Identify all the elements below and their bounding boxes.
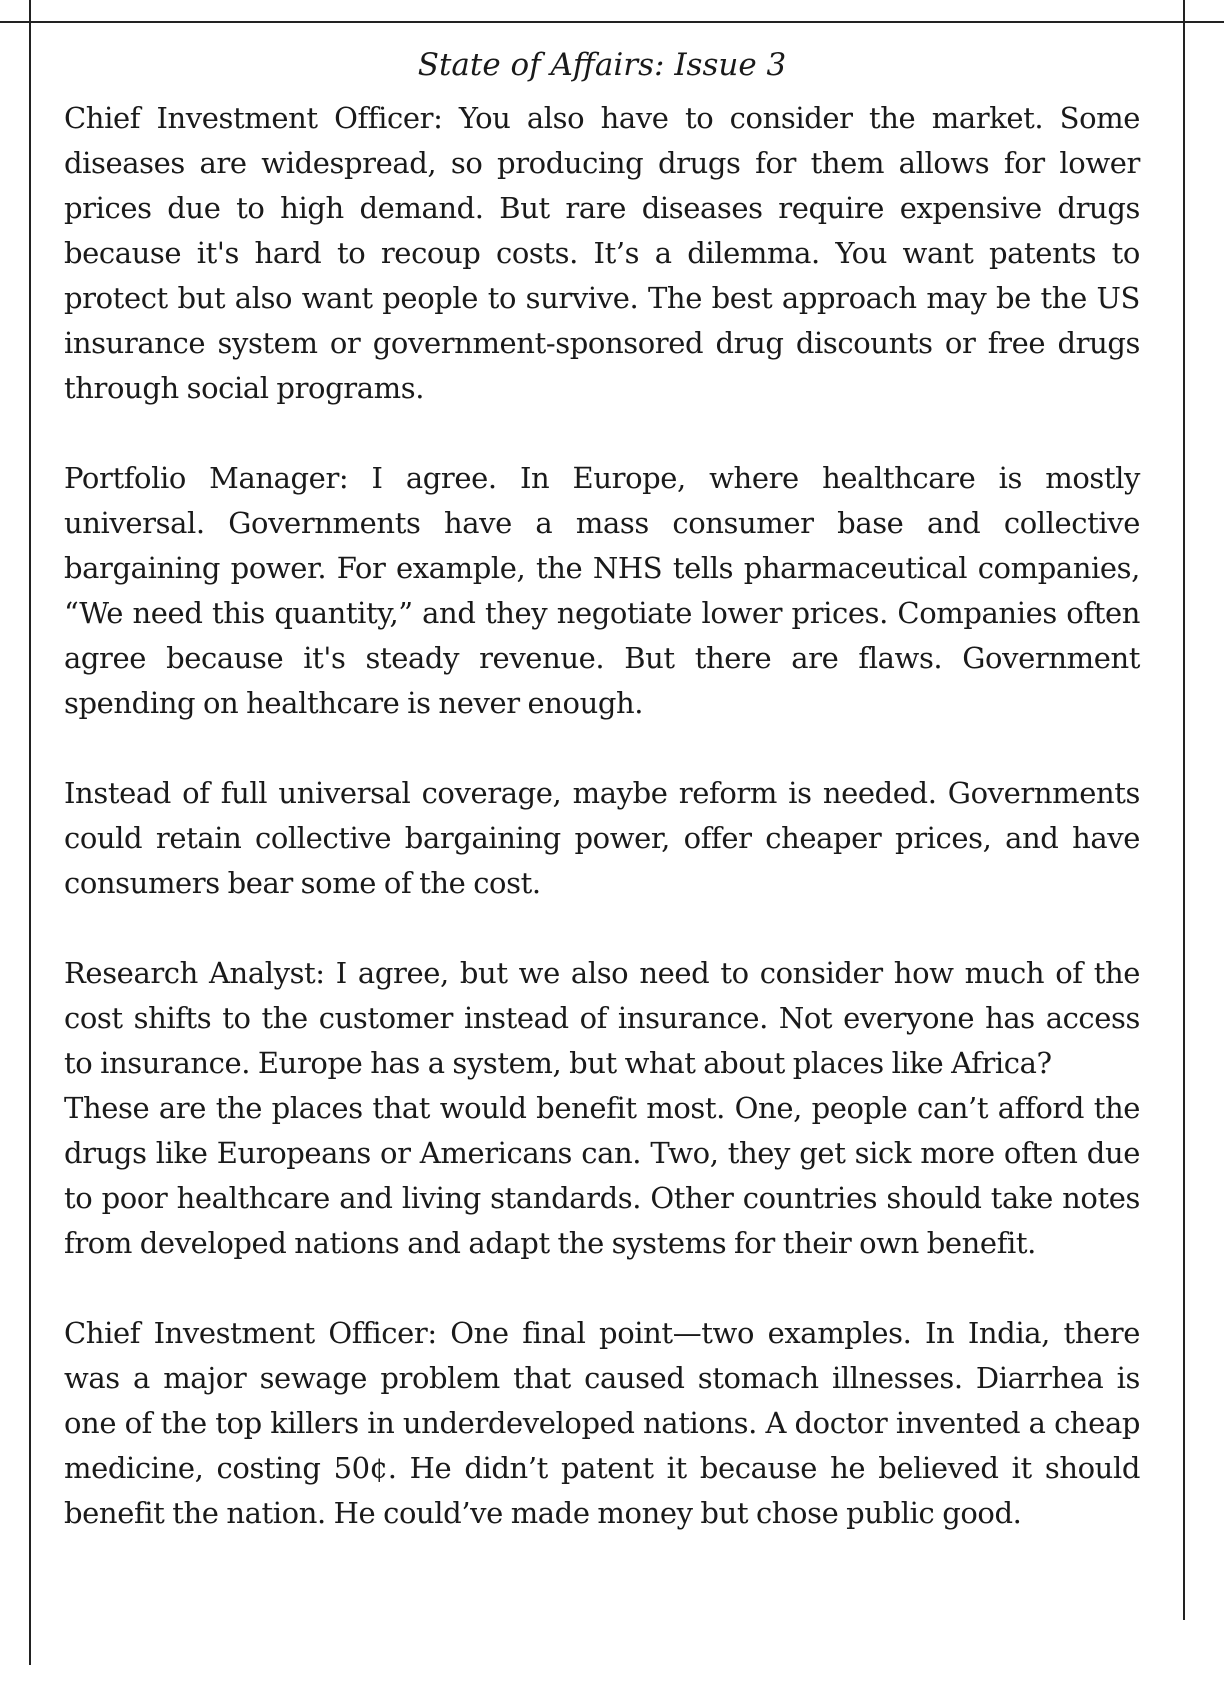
left-border-rule [29, 0, 31, 1665]
paragraph-continuation: These are the places that would benefit most. One, people can’t afford the drugs like Europeans or Americans can. Two, they get sick more often due to poor healthcare and living standards. Other countries should take notes from developed nations and adapt the systems for their own benefit. [64, 1091, 1140, 1260]
paragraph-text: I agree. In Europe, where healthcare is mostly universal. Governments have a mass consumer base and collective bargaining power. For example, the NHS tells pharmaceutical companies, “We need this quantity,” and they negotiate lower prices. Companies often agree because it's steady revenue. But there are flaws. Government spending on healthcare is never enough. [64, 461, 1140, 720]
top-border-rule [0, 21, 1224, 23]
speaker-label: Research Analyst: [64, 956, 325, 990]
paragraph-cio-final [64, 1311, 1140, 1536]
paragraph-text: You also have to consider the market. Some diseases are widespread, so producing drugs for them allows for lower prices due to high demand. But rare diseases require expensive drugs because it's hard to recoup costs. It’s a dilemma. You want patents to protect but also want people to survive. The best approach may be the US insurance system or government-sponsored drug discounts or free drugs through social programs. [64, 101, 1141, 405]
paragraph-text: One final point—two examples. In India, there was a major sewage problem that caused stomach illnesses. Diarrhea is one of the top killers in underdeveloped nations. A doctor invented a cheap medicine, costing 50¢. He didn’t patent it because he believed it should benefit the nation. He could’ve made money but chose public good. [64, 1316, 1140, 1530]
right-border-rule [1183, 0, 1185, 1620]
paragraph-portfolio-manager [64, 456, 1140, 726]
speaker-label: Chief Investment Officer: [64, 1316, 437, 1350]
speaker-label: Chief Investment Officer: [64, 101, 443, 135]
speaker-label: Portfolio Manager: [64, 461, 349, 495]
paragraph-text: Instead of full universal coverage, maybe reform is needed. Governments could retain collective bargaining power, offer cheaper prices, and have consumers bear some of the cost. [64, 776, 1140, 900]
paragraph-text: I agree, but we also need to consider how much of the cost shifts to the customer instead of insurance. Not everyone has access to insurance. Europe has a system, but what about places like Africa? [64, 956, 1141, 1080]
paragraph-cio-market [64, 96, 1140, 411]
paragraph-research-analyst [64, 951, 1140, 1266]
document-page [64, 44, 1140, 1581]
paragraph-reform [64, 771, 1140, 906]
page-title: State of Affairs: Issue 3 [417, 47, 787, 83]
